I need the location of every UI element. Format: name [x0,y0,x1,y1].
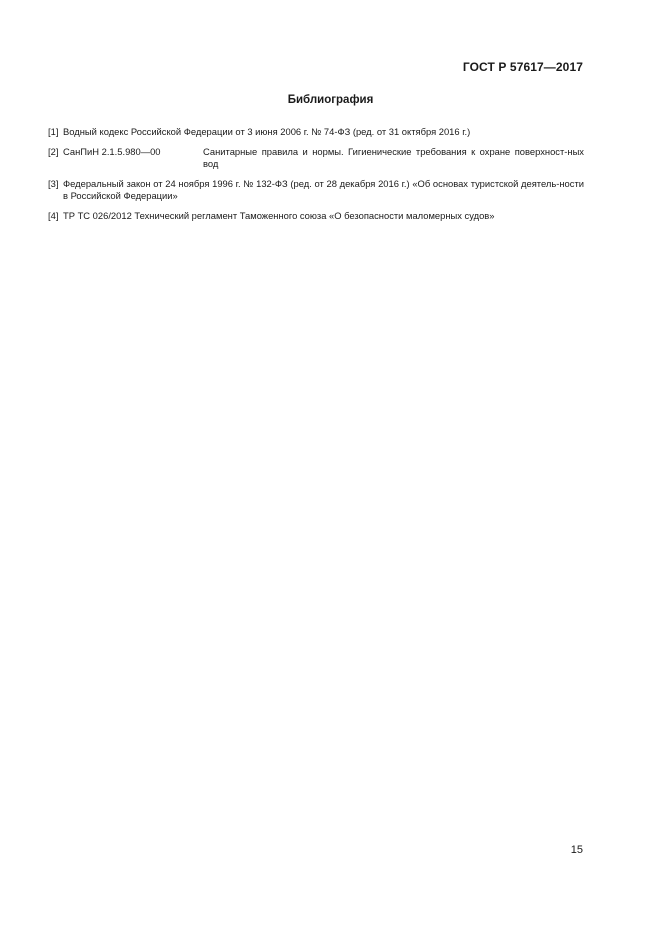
bibliography-title: Библиография [287,94,374,106]
bibliography-item-text: Водный кодекс Российской Федерации от 3 июня 2006 г. № 74-ФЗ (ред. от 31 октября 2016 г.) [63,126,471,137]
bibliography-item-text: Федеральный закон от 24 ноября 1996 г. № 132-ФЗ (ред. от 28 декабря 2016 г.) «Об основах туристской деятель-ности в Российской Федерации» [63,178,584,201]
bibliography-item-code: СанПиН 2.1.5.980—00 [63,146,161,157]
bibliography-item-1 [48,126,584,138]
document-code: ГОСТ Р 57617—2017 [462,60,583,74]
bibliography-list [48,126,584,230]
bibliography-item-text: ТР ТС 026/2012 Технический регламент Таможенного союза «О безопасности маломерных судов» [63,210,495,221]
bibliography-item-number: [3] [48,178,59,189]
page-number: 15 [570,844,583,856]
bibliography-item-number: [1] [48,126,59,137]
bibliography-item-text: Санитарные правила и нормы. Гигиенические требования к охране поверхност-ных вод [203,146,584,169]
bibliography-item-2 [48,146,584,170]
bibliography-item-number: [4] [48,210,59,221]
bibliography-item-3 [48,178,584,202]
bibliography-item-number: [2] [48,146,59,157]
bibliography-item-4 [48,210,584,222]
